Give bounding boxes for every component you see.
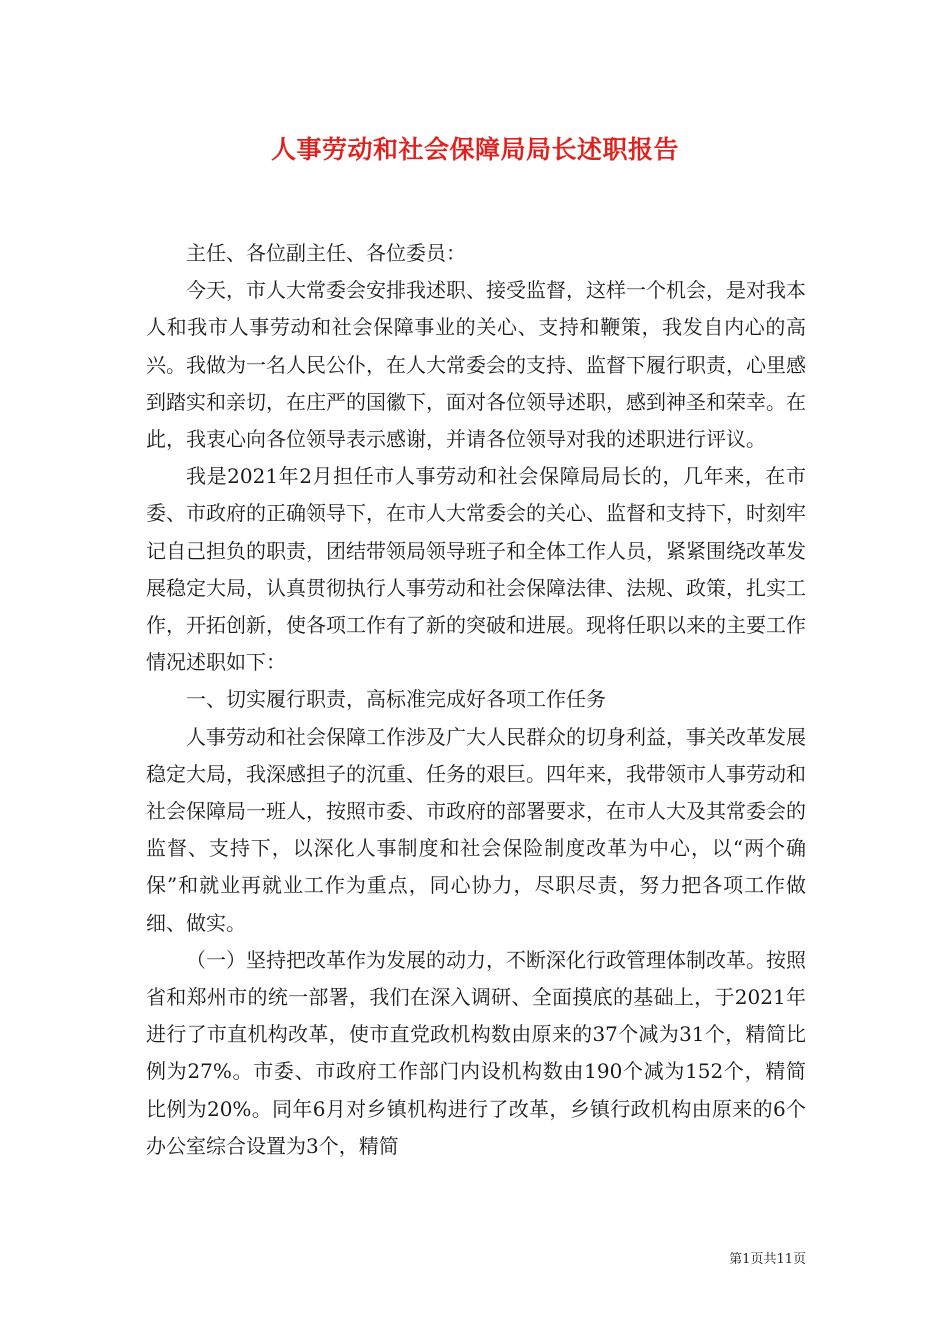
body-paragraph: 我是2021年2月担任市人事劳动和社会保障局局长的，几年来，在市委、市政府的正确领导下，在市人大常委会的关心、监督和支持下，时刻牢记自己担负的职责，团结带领局领导班子和全体工作人员，紧紧围绕改革发展稳定大局，认真贯彻执行人事劳动和社会保障法律、法规、政策，扎实工作，开拓创新，使各项工作有了新的突破和进展。现将任职以来的主要工作情况述职如下： [146, 464, 806, 675]
page-number: 第1页共11页 [729, 1252, 806, 1267]
salutation-paragraph: 主任、各位副主任、各位委员： [186, 241, 466, 265]
document-body [146, 235, 806, 1165]
document-title: 人事劳动和社会保障局局长述职报告 [270, 135, 679, 164]
body-paragraph: （一）坚持把改革作为发展的动力，不断深化行政管理体制改革。按照省和郑州市的统一部署，我们在深入调研、全面摸底的基础上，于2021年进行了市直机构改革，使市直党政机构数由原来的37个减为31个，精简比例为27%。市委、市政府工作部门内设机构数由190个减为152个，精简比例为20%。同年6月对乡镇机构进行了改革，乡镇行政机构由原来的6个办公室综合设置为3个，精简 [146, 947, 806, 1158]
body-paragraph: 今天，市人大常委会安排我述职、接受监督，这样一个机会，是对我本人和我市人事劳动和社会保障事业的关心、支持和鞭策，我发自内心的高兴。我做为一名人民公仆，在人大常委会的支持、监督下履行职责，心里感到踏实和亲切，在庄严的国徽下，面对各位领导述职，感到神圣和荣幸。在此，我衷心向各位领导表示感谢，并请各位领导对我的述职进行评议。 [146, 278, 806, 452]
section-heading: 一、切实履行职责，高标准完成好各项工作任务 [186, 687, 606, 712]
body-paragraph: 人事劳动和社会保障工作涉及广大人民群众的切身利益，事关改革发展稳定大局，我深感担子的沉重、任务的艰巨。四年来，我带领市人事劳动和社会保障局一班人，按照市委、市政府的部署要求，在市人大及其常委会的监督、支持下，以深化人事制度和社会保险制度改革为中心，以“两个确保”和就业再就业工作为重点，同心协力，尽职尽责，努力把各项工作做细、做实。 [146, 724, 806, 935]
